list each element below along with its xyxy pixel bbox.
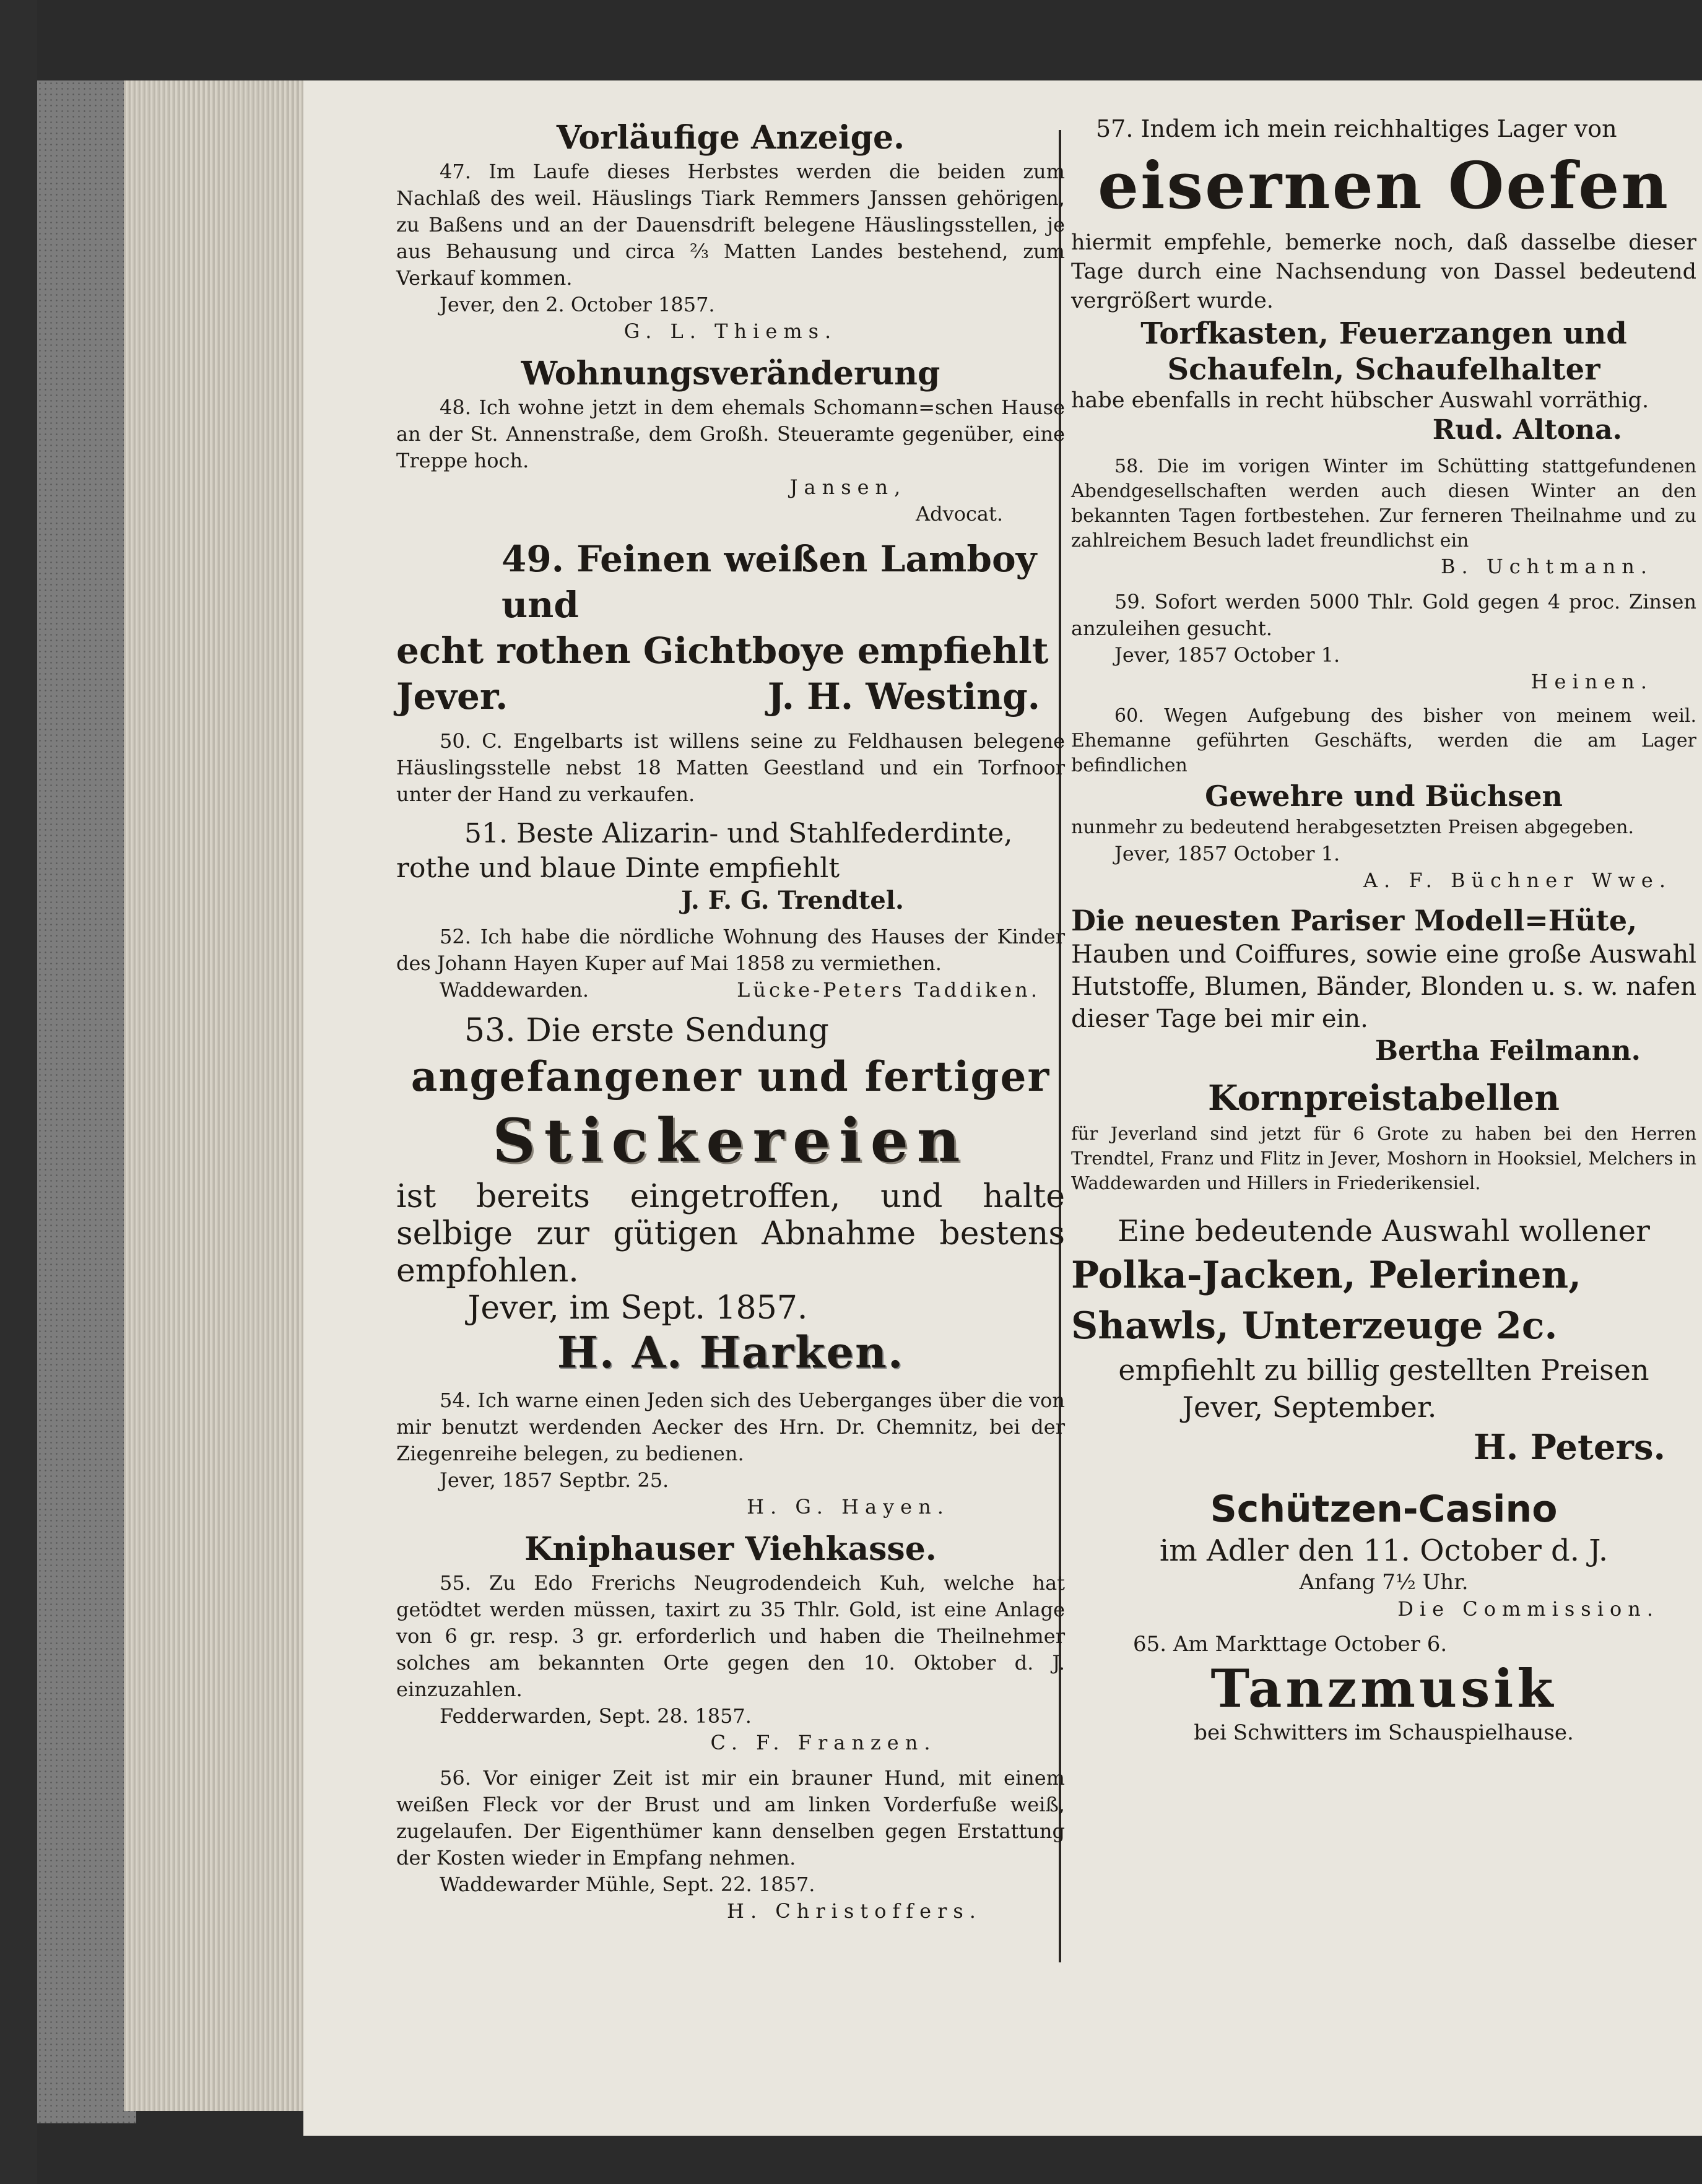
ad-60: [1071, 704, 1696, 894]
ad-48: [396, 353, 1065, 527]
ad-55: [396, 1529, 1065, 1756]
ad-line: echt rothen Gichtboye empfiehlt: [396, 630, 1049, 672]
ad-signature: Jansen,: [789, 475, 907, 499]
ad-49: [396, 536, 1065, 719]
ad-place: Waddewarden.: [440, 978, 589, 1002]
ad-line: bei Schwitters im Schauspielhause.: [1194, 1720, 1574, 1745]
ad-date: Waddewarder Mühle, Sept. 22. 1857.: [440, 1873, 815, 1896]
ad-line: 57. Indem ich mein reichhaltiges Lager von: [1096, 115, 1617, 142]
ad-date: Jever, 1857 October 1.: [1114, 842, 1340, 865]
ad-text: 56. Vor einiger Zeit ist mir ein brauner Hund, mit einem weißen Fleck vor der Brust und am linken Vorderfuße weiß, zugelaufen. Der Eigenthümer kann denselben gegen Erstattung der Kosten wieder in Empfang nehmen.: [396, 1766, 1065, 1870]
ad-title: Die neuesten Pariser Modell=Hüte,: [1071, 904, 1638, 937]
ad-signature: C. F. Franzen.: [710, 1731, 937, 1754]
ad-text: für Jeverland sind jetzt für 6 Grote zu haben bei den Herren Trendtel, Franz und Flitz in Jever, Moshorn in Hooksiel, Melchers in Waddewarden und Hillers in Friederikensiel.: [1071, 1123, 1696, 1194]
ad-62: [1071, 1075, 1696, 1195]
ad-line: 49. Feinen weißen Lamboy und: [501, 538, 1037, 626]
ad-signature: Heinen.: [1530, 670, 1653, 693]
ad-date: Jever, 1857 Septbr. 25.: [440, 1468, 669, 1492]
ad-58: [1071, 454, 1696, 580]
ad-text: 52. Ich habe die nördliche Wohnung des Hauses der Kinder des Johann Hayen Kuper auf Mai 1858 zu vermiethen.: [396, 925, 1065, 975]
ad-line: 65. Am Markttage October 6.: [1133, 1632, 1448, 1657]
ad-title: eisernen Oefen: [1097, 147, 1670, 223]
ad-role: Advocat.: [916, 502, 1003, 526]
book-cover-edge: [37, 80, 136, 2123]
ad-63: [1071, 1213, 1696, 1469]
ad-title: Vorläufige Anzeige.: [556, 119, 905, 157]
ad-line: Anfang 7½ Uhr.: [1299, 1570, 1469, 1595]
ad-date: Jever, im Sept. 1857.: [467, 1289, 808, 1327]
ad-title: Tanzmusik: [1210, 1658, 1557, 1719]
ad-text: ist bereits eingetroffen, und halte selbige zur gütigen Abnahme bestens empfohlen.: [396, 1178, 1065, 1289]
ad-52: [396, 924, 1065, 1003]
ad-line: angefangener und fertiger: [410, 1052, 1051, 1101]
ad-signature: H. G. Hayen.: [747, 1495, 950, 1519]
newspaper-page: [303, 80, 1702, 2136]
ad-title: Kornpreistabellen: [1208, 1078, 1560, 1119]
ad-signature: A. F. Büchner Wwe.: [1363, 869, 1672, 892]
ad-line: im Adler den 11. October d. J.: [1159, 1533, 1609, 1568]
ad-signature: Rud. Altona.: [1432, 414, 1622, 446]
ad-text: 55. Zu Edo Frerichs Neugrodendeich Kuh, welche hat getödtet werden müssen, taxirt zu 35 Thlr. Gold, ist eine Anlage von 6 gr. resp. 3 gr. erforderlich und haben die Theilnehmer solches am bekannten Orte gegen den 10. Oktober d. J. einzuzahlen.: [396, 1571, 1065, 1701]
page-edges: [124, 80, 310, 2111]
ad-title: Kniphauser Viehkasse.: [524, 1530, 937, 1568]
ad-title: Gewehre und Büchsen: [1205, 779, 1563, 813]
ad-signature: J. F. G. Trendtel.: [681, 886, 904, 915]
ad-signature: J. H. Westing.: [767, 675, 1040, 717]
ad-signature: H. Peters.: [1473, 1427, 1665, 1468]
ad-signature: H. A. Harken.: [557, 1327, 905, 1378]
ad-text: hiermit empfehle, bemerke noch, daß dasselbe dieser Tage durch eine Nachsendung von Dassel bedeutend vergrößert wurde.: [1071, 230, 1696, 313]
ad-text: 47. Im Laufe dieses Herbstes werden die beiden zum Nachlaß des weil. Häuslings Tiark Remmers Janssen gehörigen, zu Baßens und an der Dauensdrift belegene Häuslingsstellen, je aus Behausung und circa ⅔ Matten Landes bestehend, zum Verkauf kommen.: [396, 160, 1065, 290]
ad-text: 58. Die im vorigen Winter im Schütting stattgefundenen Abendgesellschaften werden auch diesen Winter an den bekannten Tagen fortbestehen. Zur ferneren Theilnahme und zu zahlreichem Besuch ladet freundlichst ein: [1071, 456, 1696, 552]
ad-date: Jever, den 2. October 1857.: [440, 293, 715, 316]
ad-57: [1071, 115, 1696, 446]
ad-text: 60. Wegen Aufgebung des bisher von meinem weil. Ehemanne geführten Geschäfts, werden die am Lager befindlichen: [1071, 705, 1696, 776]
left-column: [396, 118, 1065, 1925]
ad-50: 50. C. Engelbarts ist willens seine zu Feldhausen belegene Häuslingsstelle nebst 18 Matten Geestland und ein Torfnoor unter der Hand zu verkaufen.: [396, 729, 1065, 806]
book-background: [0, 0, 37, 2184]
right-column: [1071, 115, 1696, 1746]
ad-title: Schützen-Casino: [1210, 1488, 1558, 1531]
ad-signature: H. Christoffers.: [727, 1899, 982, 1923]
ad-line: 53. Die erste Sendung: [464, 1012, 829, 1049]
ad-line: 51. Beste Alizarin- und Stahlfederdinte,: [464, 818, 1013, 849]
ad-signature: G. L. Thiems.: [623, 319, 838, 343]
ad-date: Jever, September.: [1182, 1390, 1437, 1424]
ad-title: Wohnungsveränderung: [521, 355, 940, 392]
ad-text-2: nunmehr zu bedeutend herabgesetzten Preisen abgegeben.: [1071, 817, 1634, 838]
ad-59: [1071, 589, 1696, 695]
ad-signature: Bertha Feilmann.: [1374, 1035, 1641, 1067]
ad-line: empfiehlt zu billig gestellten Preisen: [1118, 1353, 1649, 1387]
ad-64: [1071, 1486, 1696, 1623]
ad-signature: Die Commission.: [1397, 1597, 1659, 1621]
ad-date: Fedderwarden, Sept. 28. 1857.: [440, 1704, 752, 1728]
ad-53: [396, 1012, 1065, 1379]
ad-signature: B. Uchtmann.: [1440, 555, 1653, 578]
ad-line: habe ebenfalls in recht hübscher Auswahl vorräthig.: [1071, 388, 1649, 413]
ad-line: Shawls, Unterzeuge 2c.: [1071, 1304, 1558, 1348]
ad-text: 54. Ich warne einen Jeden sich des Ueberganges über die von mir benutzt werdenden Aecker des Hrn. Dr. Chemnitz, bei der Ziegenreihe belegen, zu bedienen.: [396, 1389, 1065, 1465]
ad-line: Polka-Jacken, Pelerinen,: [1071, 1254, 1581, 1297]
ad-line: Torfkasten, Feuerzangen und Schaufeln, Schaufelhalter: [1140, 316, 1627, 387]
ad-54: [396, 1387, 1065, 1520]
ad-text: 59. Sofort werden 5000 Thlr. Gold gegen 4 proc. Zinsen anzuleihen gesucht.: [1071, 590, 1696, 640]
ad-text: 48. Ich wohne jetzt in dem ehemals Schomann=schen Hause an der St. Annenstraße, dem Großh. Steueramte gegenüber, eine Treppe hoch.: [396, 396, 1065, 472]
ad-signature: Lücke-Peters Taddiken.: [737, 978, 1040, 1002]
ad-65: [1071, 1631, 1696, 1746]
ad-text: Hauben und Coiffures, sowie eine große Auswahl Hutstoffe, Blumen, Bänder, Blonden u. s. w. nafen dieser Tage bei mir ein.: [1071, 940, 1696, 1033]
ad-51: [396, 817, 1065, 915]
ad-56: [396, 1765, 1065, 1925]
ad-line: rothe und blaue Dinte empfiehlt: [396, 852, 840, 884]
ad-line: Eine bedeutende Auswahl wollener: [1118, 1214, 1650, 1249]
ad-47: [396, 118, 1065, 345]
ad-61: [1071, 903, 1696, 1067]
ad-title: Stickereien: [492, 1106, 969, 1176]
ad-date: Jever, 1857 October 1.: [1114, 643, 1340, 667]
ad-place: Jever.: [396, 675, 508, 717]
